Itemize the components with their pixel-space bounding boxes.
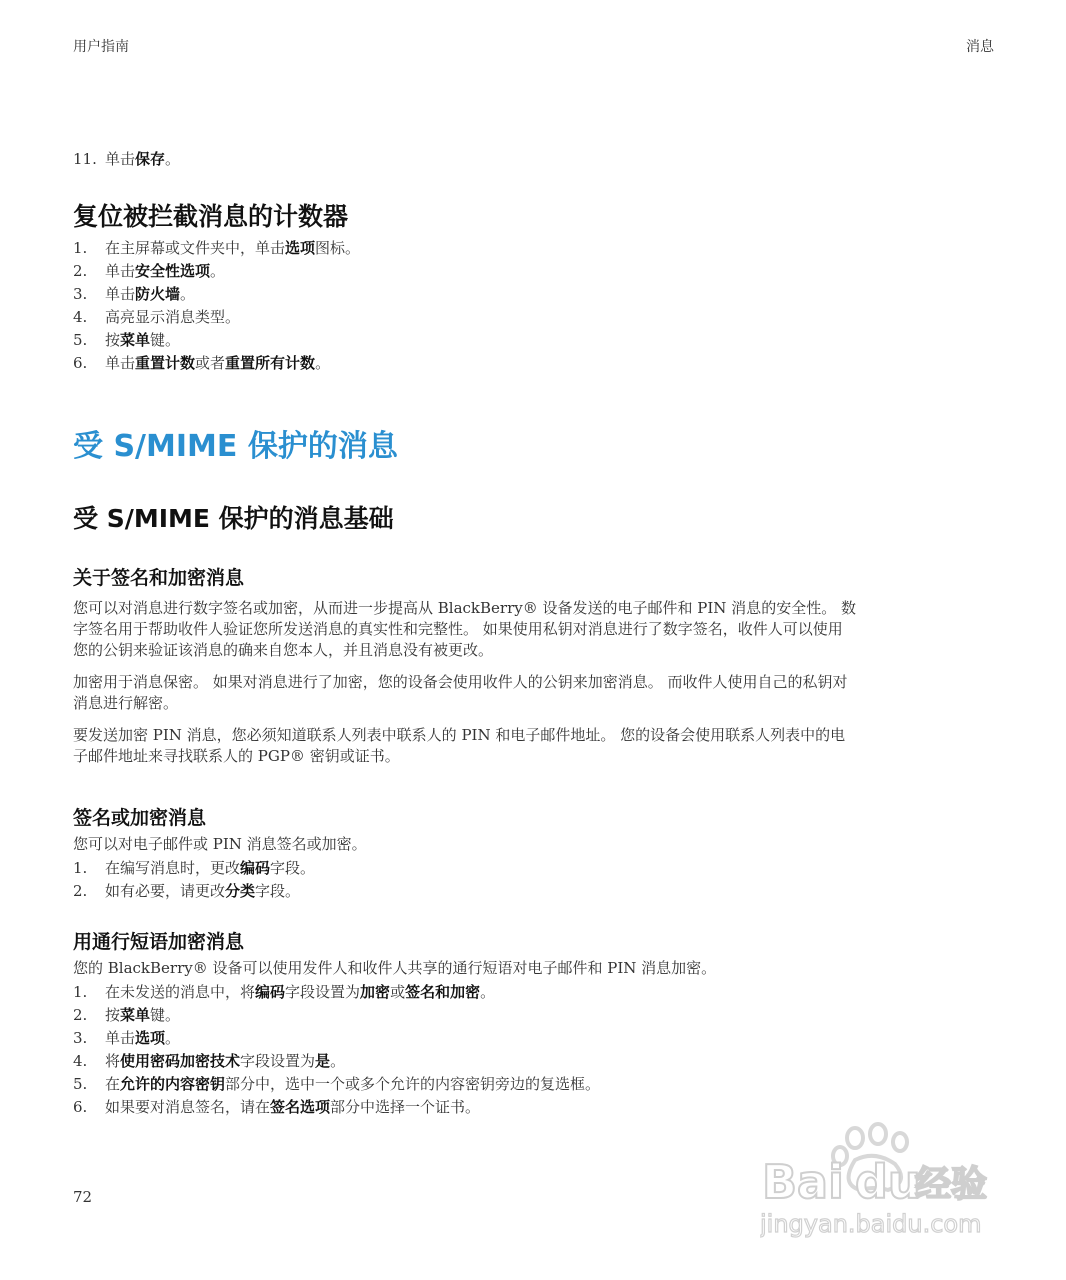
step-item: 2. 单击安全性选项。 bbox=[73, 262, 226, 280]
paragraph: 您可以对消息进行数字签名或加密，从而进一步提高从 BlackBerry® 设备发送的电子邮件和 PIN 消息的安全性。 数 字签名用于帮助收件人验证您所发送消息的真实性和完整性。 如果使用私钥对消息进行了数字签名，收件人可以使用 您的公钥来验证该消息的确来自您本人，并且消息没有被更改。 bbox=[73, 599, 856, 659]
svg-text:du: du bbox=[855, 1155, 921, 1209]
step-item: 1. 在未发送的消息中，将编码字段设置为加密或签名和加密。 bbox=[73, 983, 496, 1001]
svg-text:Bai: Bai bbox=[762, 1155, 844, 1209]
page-number: 72 bbox=[73, 1188, 93, 1206]
step-item: 3. 单击防火墙。 bbox=[73, 285, 196, 303]
paragraph: 您的 BlackBerry® 设备可以使用发件人和收件人共享的通行短语对电子邮件和 PIN 消息加密。 bbox=[73, 959, 717, 977]
step-item: 4. 将使用密码加密技术字段设置为是。 bbox=[73, 1052, 346, 1070]
step-item: 3. 单击选项。 bbox=[73, 1029, 181, 1047]
svg-text:经验: 经验 bbox=[915, 1164, 988, 1205]
paragraph: 要发送加密 PIN 消息，您必须知道联系人列表中联系人的 PIN 和电子邮件地址。 您的设备会使用联系人列表中的电 子邮件地址来寻找联系人的 PGP® 密钥或证书。 bbox=[73, 726, 846, 765]
step-item: 5. 在允许的内容密钥部分中，选中一个或多个允许的内容密钥旁边的复选框。 bbox=[73, 1075, 601, 1093]
step-item: 2. 按菜单键。 bbox=[73, 1006, 181, 1024]
step-item: 4. 高亮显示消息类型。 bbox=[73, 308, 241, 326]
step-item: 2. 如有必要，请更改分类字段。 bbox=[73, 882, 301, 900]
step-item: 5. 按菜单键。 bbox=[73, 331, 181, 349]
header-chapter: 消息 bbox=[966, 39, 994, 55]
step-item: 11. 单击保存。 bbox=[73, 150, 181, 168]
step-list bbox=[73, 981, 998, 1119]
step-item: 6. 如果要对消息签名，请在签名选项部分中选择一个证书。 bbox=[73, 1098, 481, 1116]
subsection-title: 用通行短语加密消息 bbox=[73, 931, 245, 953]
step-list bbox=[73, 857, 998, 903]
watermark-url: jingyan.baidu.com bbox=[760, 1210, 982, 1238]
section-title: 受 S/MIME 保护的消息基础 bbox=[73, 504, 394, 533]
subsection-title: 关于签名和加密消息 bbox=[73, 567, 245, 589]
step-item: 1. 在主屏幕或文件夹中，单击选项图标。 bbox=[73, 239, 361, 257]
header-doc-title: 用户指南 bbox=[73, 39, 129, 55]
paragraph: 加密用于消息保密。 如果对消息进行了加密，您的设备会使用收件人的公钥来加密消息。 而收件人使用自己的私钥对 消息进行解密。 bbox=[73, 673, 848, 712]
step-item: 6. 单击重置计数或者重置所有计数。 bbox=[73, 354, 331, 372]
chapter-title: 受 S/MIME 保护的消息 bbox=[73, 429, 398, 464]
page-content bbox=[73, 148, 998, 1119]
step-list bbox=[73, 237, 998, 375]
baidu-jingyan-watermark-icon bbox=[760, 1120, 1010, 1250]
subsection-title: 签名或加密消息 bbox=[73, 807, 207, 829]
section-title: 复位被拦截消息的计数器 bbox=[73, 202, 349, 231]
step-item: 1. 在编写消息时，更改编码字段。 bbox=[73, 859, 316, 877]
paragraph: 您可以对电子邮件或 PIN 消息签名或加密。 bbox=[73, 835, 367, 853]
